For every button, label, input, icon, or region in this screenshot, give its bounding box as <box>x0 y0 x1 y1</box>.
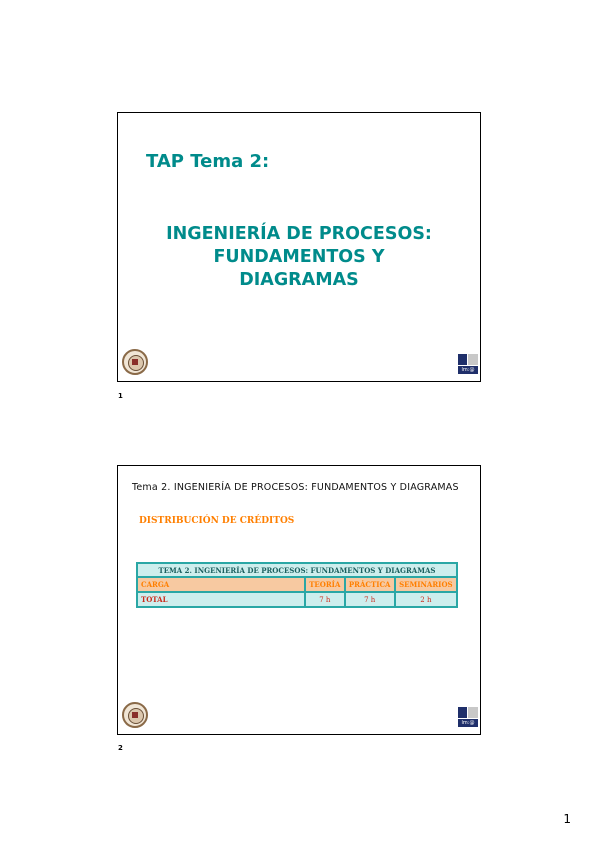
section-title: DISTRIBUCIÓN DE CRÉDITOS <box>139 516 295 526</box>
slide-2 <box>117 465 481 735</box>
value-teoria: 7 h <box>305 592 345 607</box>
title-line-2: FUNDAMENTOS Y <box>213 247 385 267</box>
header-practica: PRÁCTICA <box>345 577 395 592</box>
header-teoria: TEORÍA <box>305 577 345 592</box>
slide-1-heading: TAP Tema 2: <box>146 151 270 172</box>
slide-1-title <box>118 223 480 292</box>
value-practica: 7 h <box>345 592 395 607</box>
slide-2-number: 2 <box>118 744 123 752</box>
header-carga: CARGA <box>137 577 305 592</box>
institution-logo-icon <box>458 707 478 731</box>
logo-text: lm:@ <box>461 720 475 726</box>
table-caption: TEMA 2. INGENIERÍA DE PROCESOS: FUNDAMENTOS Y DIAGRAMAS <box>137 563 457 577</box>
slide-1-number: 1 <box>118 392 123 400</box>
university-seal-icon <box>122 349 148 375</box>
university-seal-icon <box>122 702 148 728</box>
row-label: TOTAL <box>137 592 305 607</box>
value-seminarios: 2 h <box>395 592 457 607</box>
page-number: 1 <box>563 812 571 826</box>
title-line-1: INGENIERÍA DE PROCESOS: <box>166 224 432 244</box>
title-line-3: DIAGRAMAS <box>239 270 359 290</box>
table-header-row <box>137 577 457 592</box>
logo-text: lm:@ <box>461 367 475 373</box>
credits-table <box>136 562 458 608</box>
institution-logo-icon <box>458 354 478 378</box>
slide-1 <box>117 112 481 382</box>
header-seminarios: SEMINARIOS <box>395 577 457 592</box>
table-row <box>137 592 457 607</box>
slide-2-header: Tema 2. INGENIERÍA DE PROCESOS: FUNDAMENTOS Y DIAGRAMAS <box>132 482 459 493</box>
